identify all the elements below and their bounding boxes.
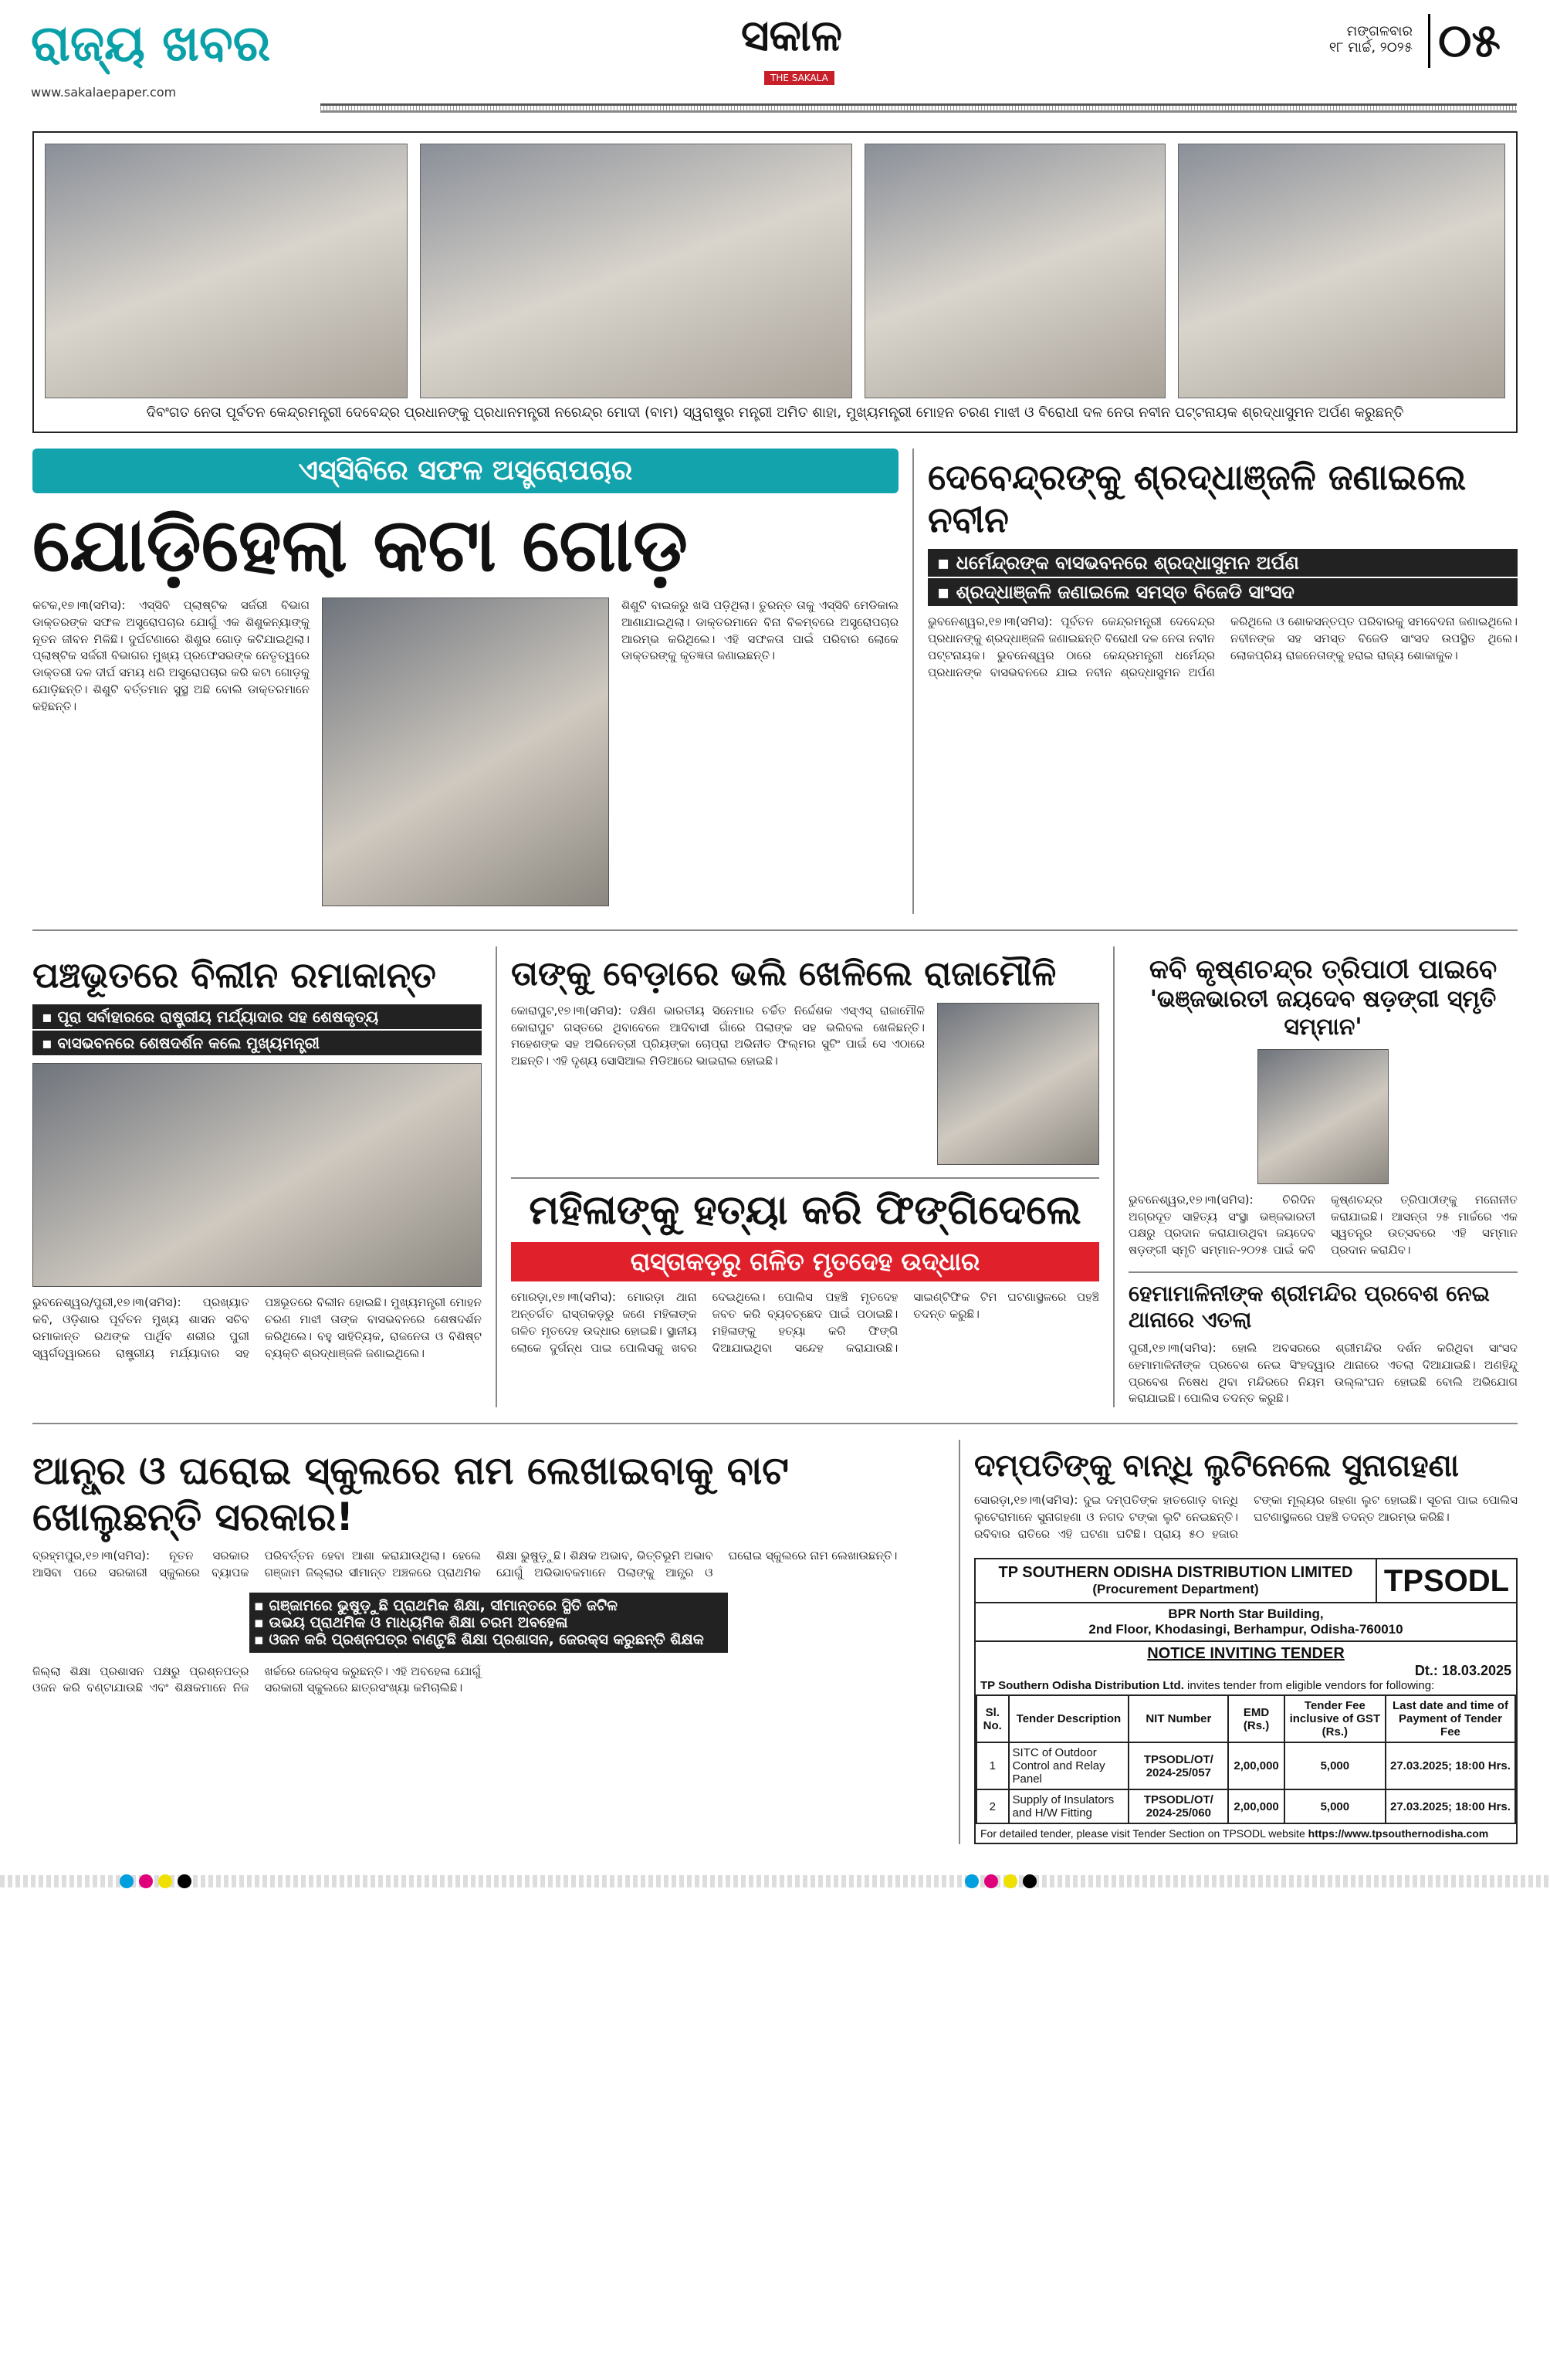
story2-bullet: ▪ ଧର୍ମେନ୍ଦ୍ରଙ୍କ ବାସଭବନରେ ଶ୍ରଦ୍ଧାସୁମନ ଅର୍ପଣ bbox=[928, 549, 1518, 577]
section-top bbox=[32, 449, 1518, 914]
photo-caption: ଦିବଂଗତ ନେତା ପୂର୍ବତନ କେନ୍ଦ୍ରମନ୍ତ୍ରୀ ଦେବେନ୍ଦ୍ର ପ୍ରଧାନଙ୍କୁ ପ୍ରଧାନମନ୍ତ୍ରୀ ନରେନ୍ଦ୍ର ମୋଦୀ (ବାମ) ସ୍ୱରାଷ୍ଟ୍ର ମନ୍ତ୍ରୀ ଅମିତ ଶାହା, ମୁଖ୍ୟମନ୍ତ୍ରୀ ମୋହନ ଚରଣ ମାଝୀ ଓ ବିରୋଧୀ ଦଳ ନେତା ନବୀନ ପଟ୍ଟନାୟକ ଶ୍ରଦ୍ଧାସୁମନ ଅର୍ପଣ କରୁଛନ୍ତି bbox=[146, 405, 1404, 421]
bullet-text: ଓଜନ କରି ପ୍ରଶ୍ନପତ୍ର ବାଣ୍ଟୁଛି ଶିକ୍ଷା ପ୍ରଶାସନ, ଜେରକ୍ସ କରୁଛନ୍ତି ଶିକ୍ଷକ bbox=[269, 1630, 704, 1648]
col-fee: Tender Fee inclusive of GST (Rs.) bbox=[1284, 1695, 1386, 1742]
story1-body: କଟକ,୧୭।୩(ସମିସ): ଏସ୍‌ସିବି ପ୍ଲାଷ୍ଟିକ ସର୍ଜରୀ ବିଭାଗ ଡାକ୍ତରଙ୍କ ସଫଳ ଅସ୍ତ୍ରୋପଚାର ଯୋଗୁଁ ଏକ ଶିଶୁକନ୍ୟାଙ୍କୁ ନୂତନ ଜୀବନ ମିଳିଛି। ଦୁର୍ଘଟଣାରେ ଶିଶୁର ଗୋଡ଼ କଟିଯାଇଥିଲା। ପ୍ଲାଷ୍ଟିକ ସର୍ଜରୀ ବିଭାଗର ମୁଖ୍ୟ ପ୍ରଫେସରଙ୍କ ନେତୃତ୍ୱରେ ଡାକ୍ତରୀ ଦଳ ଦୀର୍ଘ ସମୟ ଧରି ଅସ୍ତ୍ରୋପଚାର କରି କଟା ଗୋଡ଼କୁ ଯୋଡ଼ିଛନ୍ତି। ଶିଶୁଟି ବର୍ତ୍ତମାନ ସୁସ୍ଥ ଅଛି ବୋଲି ଡାକ୍ତରମାନେ କହିଛନ୍ତି। bbox=[32, 598, 310, 713]
story3-body: ଭୁବନେଶ୍ୱର/ପୁରୀ,୧୭।୩(ସମିସ): ପ୍ରଖ୍ୟାତ କବି, ଓଡ଼ିଶାର ପୂର୍ବତନ ମୁଖ୍ୟ ଶାସନ ସଚିବ ରମାକାନ୍ତ ରଥଙ୍କ ପାର୍ଥିବ ଶରୀର ପୁରୀ ସ୍ୱର୍ଗଦ୍ୱାରରେ ରାଷ୍ଟ୍ରୀୟ ମର୍ଯ୍ୟାଦାର ସହ ପଞ୍ଚଭୂତରେ ବିଲୀନ ହୋଇଛି। ମୁଖ୍ୟମନ୍ତ୍ରୀ ମୋହନ ଚରଣ ମାଝୀ ତାଙ୍କ ବାସଭବନରେ ଶେଷଦର୍ଶନ କରିଥିଲେ। ବହୁ ସାହିତ୍ୟିକ, ରାଜନେତା ଓ ବିଶିଷ୍ଟ ବ୍ୟକ୍ତି ଶ୍ରଦ୍ଧାଞ୍ଜଳି ଜଣାଇଥିଲେ। bbox=[32, 1295, 482, 1360]
story4-body: କୋରାପୁଟ,୧୭।୩(ସମିସ): ଦକ୍ଷିଣ ଭାରତୀୟ ସିନେମାର ଚର୍ଚ୍ଚିତ ନିର୍ଦ୍ଦେଶକ ଏସ୍‌ଏସ୍ ରାଜାମୌଳି କୋରାପୁଟ ଗସ୍ତରେ ଥିବାବେଳେ ଆଦିବାସୀ ଗାଁରେ ପିଲାଙ୍କ ସହ ଭଲିବଲ ଖେଳିଛନ୍ତି। ମହେଶଙ୍କ ସହ ଅଭିନେତ୍ରୀ ପ୍ରିୟଙ୍କା ଚୋପ୍ରା ଅଭିନୀତ ଫିଲ୍ମର ସୁଟିଂ ପାଇଁ ସେ ଏଠାରେ ଅଛନ୍ତି। ଏହି ଦୃଶ୍ୟ ସୋସିଆଲ ମିଡିଆରେ ଭାଇରାଲ ହୋଇଛି। bbox=[511, 1003, 925, 1068]
story6-body: ମୋରଡ଼ା,୧୭।୩(ସମିସ): ମୋରଡ଼ା ଥାନା ଅନ୍ତର୍ଗତ ରାସ୍ତାକଡ଼ରୁ ଜଣେ ମହିଳାଙ୍କ ଗଳିତ ମୃତଦେହ ଉଦ୍ଧାର ହୋଇଛି। ସ୍ଥାନୀୟ ଲୋକେ ଦୁର୍ଗନ୍ଧ ପାଇ ପୋଲିସକୁ ଖବର ଦେଇଥିଲେ। ପୋଲିସ ପହଞ୍ଚି ମୃତଦେହ ଜବତ କରି ବ୍ୟବଚ୍ଛେଦ ପାଇଁ ପଠାଇଛି। ମହିଳାଙ୍କୁ ହତ୍ୟା କରି ଫିଙ୍ଗି ଦିଆଯାଇଥିବା ସନ୍ଦେହ କରାଯାଉଛି। ସାଇଣ୍ଟିଫିକ ଟିମ ଘଟଣାସ୍ଥଳରେ ପହଞ୍ଚି ତଦନ୍ତ କରୁଛି। bbox=[511, 1290, 1099, 1355]
story9-body: ସୋରଡ଼ା,୧୭।୩(ସମିସ): ଦୁଇ ଦମ୍ପତିଙ୍କ ହାତଗୋଡ଼ ବାନ୍ଧି ଲୁଟେରାମାନେ ସୁନାଗହଣା ଓ ନଗଦ ଟଙ୍କା ଲୁଟି ନେଇଛନ୍ତି। ରବିବାର ରାତିରେ ଏହି ଘଟଣା ଘଟିଛି। ପ୍ରାୟ ୫୦ ହଜାର ଟଙ୍କା ମୂଲ୍ୟର ଗହଣା ଲୁଟ ହୋଇଛି। ସୂଚନା ପାଇ ପୋଲିସ ଘଟଣାସ୍ଥଳରେ ପହଞ୍ଚି ତଦନ୍ତ ଆରମ୍ଭ କରିଛି। bbox=[974, 1493, 1518, 1541]
bullet-text: ବାସଭବନରେ ଶେଷଦର୍ଶନ କଲେ ମୁଖ୍ୟମନ୍ତ୍ରୀ bbox=[57, 1034, 320, 1053]
cell-nit: TPSODL/OT/ 2024-25/057 bbox=[1129, 1742, 1228, 1789]
col-last-date: Last date and time of Payment of Tender Fee bbox=[1386, 1695, 1515, 1742]
story3-bullet: ▪ ବାସଭବନରେ ଶେଷଦର୍ଶନ କଲେ ମୁଖ୍ୟମନ୍ତ୍ରୀ bbox=[32, 1031, 482, 1055]
tender-date: Dt.: 18.03.2025 bbox=[1414, 1663, 1511, 1679]
photo-strip bbox=[32, 131, 1518, 433]
story8-body-cont: ଜିଲ୍ଲା ଶିକ୍ଷା ପ୍ରଶାସନ ପକ୍ଷରୁ ପ୍ରଶ୍ନପତ୍ର ଓଜନ କରି ବଣ୍ଟାଯାଉଛି ଏବଂ ଶିକ୍ଷକମାନେ ନିଜ ଖର୍ଚ୍ଚରେ ଜେରକ୍ସ କରୁଛନ୍ତି। ଏହି ଅବହେଳା ଯୋଗୁଁ ସରକାରୀ ସ୍କୁଲରେ ଛାତ୍ରସଂଖ୍ୟା କମିଚାଲିଛି। bbox=[32, 1664, 481, 1695]
tender-intro-company: TP Southern Odisha Distribution Ltd. bbox=[980, 1679, 1184, 1693]
story2-bullets bbox=[928, 549, 1518, 606]
table-row bbox=[976, 1789, 1515, 1823]
photo-naveen-tribute bbox=[1178, 144, 1505, 398]
tender-department: (Procurement Department) bbox=[1092, 1582, 1259, 1597]
date: ୧୮ ମାର୍ଚ୍ଚ, ୨୦୨୫ bbox=[1328, 39, 1413, 56]
day: ମଙ୍ଗଳବାର bbox=[1346, 23, 1413, 39]
tender-advertisement bbox=[974, 1558, 1518, 1844]
story4-story6 bbox=[496, 946, 1113, 1407]
date-block bbox=[1250, 23, 1413, 56]
tender-table-header bbox=[976, 1695, 1515, 1742]
tpsodl-logo: TPSODL bbox=[1383, 1564, 1510, 1599]
story2-body: ଭୁବନେଶ୍ୱର,୧୭।୩(ସମିସ): ପୂର୍ବତନ କେନ୍ଦ୍ରମନ୍ତ୍ରୀ ଦେବେନ୍ଦ୍ର ପ୍ରଧାନଙ୍କୁ ଶ୍ରଦ୍ଧାଞ୍ଜଳି ଜଣାଇଛନ୍ତି ବିରୋଧୀ ଦଳ ନେତା ନବୀନ ପଟ୍ଟନାୟକ। ଭୁବନେଶ୍ୱର ଠାରେ କେନ୍ଦ୍ରମନ୍ତ୍ରୀ ଧର୍ମେନ୍ଦ୍ର ପ୍ରଧାନଙ୍କ ବାସଭବନରେ ଯାଇ ନବୀନ ଶ୍ରଦ୍ଧାସୁମନ ଅର୍ପଣ କରିଥିଲେ ଓ ଶୋକସନ୍ତପ୍ତ ପରିବାରକୁ ସମବେଦନା ଜଣାଇଥିଲେ। ନବୀନଙ୍କ ସହ ସମସ୍ତ ବିଜେଡି ସାଂସଦ ଉପସ୍ଥିତ ଥିଲେ। ଲୋକପ୍ରିୟ ରାଜନେତାଙ୍କୁ ହରାଇ ରାଜ୍ୟ ଶୋକାକୁଳ। bbox=[928, 614, 1518, 679]
story1-headline: ଯୋଡ଼ିହେଲା କଟା ଗୋଡ଼ bbox=[32, 502, 689, 588]
story2-headline: ଦେବେନ୍ଦ୍ରଙ୍କୁ ଶ୍ରଦ୍ଧାଞ୍ଜଳି ଜଣାଇଲେ ନବୀନ bbox=[928, 456, 1467, 541]
col-emd: EMD (Rs.) bbox=[1228, 1695, 1284, 1742]
photo-cm-tribute bbox=[865, 144, 1166, 398]
photo-shah-tribute bbox=[420, 144, 852, 398]
story5-body: ଭୁବନେଶ୍ୱର,୧୭।୩(ସମିସ): ଚିରିଦିନ ଅଗ୍ରଦୂତ ସାହିତ୍ୟ ସଂସ୍ଥା ଭଞ୍ଜଭାରତୀ ପକ୍ଷରୁ ପ୍ରଦାନ କରାଯାଉଥିବା ଜୟଦେବ ଷଡ଼ଙ୍ଗୀ ସ୍ମୃତି ସମ୍ମାନ-୨୦୨୫ ପାଇଁ କବି କୃଷ୍ଣଚନ୍ଦ୍ର ତ୍ରିପାଠୀଙ୍କୁ ମନୋନୀତ କରାଯାଇଛି। ଆସନ୍ତା ୨୫ ମାର୍ଚ୍ଚରେ ଏକ ସ୍ୱତନ୍ତ୍ର ଉତ୍ସବରେ ଏହି ସମ୍ମାନ ପ୍ରଦାନ କରାଯିବ। bbox=[1129, 1192, 1518, 1258]
bullet-text: ଶ୍ରଦ୍ଧାଞ୍ଜଳି ଜଣାଇଲେ ସମସ୍ତ ବିଜେଡି ସାଂସଦ bbox=[956, 581, 1294, 604]
cell-sl: 2 bbox=[976, 1789, 1009, 1823]
cell-last-date: 27.03.2025; 18:00 Hrs. bbox=[1386, 1742, 1515, 1789]
logo-tagline: THE SAKALA bbox=[764, 71, 834, 85]
story3-photo-funeral bbox=[32, 1063, 482, 1287]
tender-website-link[interactable]: https://www.tpsouthernodisha.com bbox=[1308, 1827, 1489, 1840]
col-description: Tender Description bbox=[1009, 1695, 1129, 1742]
story1-kicker: ଏସ୍‌ସିବିରେ ସଫଳ ଅସ୍ତ୍ରୋପଚାର bbox=[32, 449, 899, 493]
story1 bbox=[32, 449, 912, 914]
tender-address-line2: 2nd Floor, Khodasingi, Berhampur, Odisha-760010 bbox=[1088, 1622, 1403, 1637]
header-rule bbox=[320, 103, 1517, 113]
cell-description: Supply of Insulators and H/W Fitting bbox=[1009, 1789, 1129, 1823]
newspaper-logo: ସକାଳ bbox=[741, 11, 843, 61]
col-sl: Sl. No. bbox=[976, 1695, 1009, 1742]
cell-emd: 2,00,000 bbox=[1228, 1789, 1284, 1823]
story6-subhead: ରାସ୍ତାକଡ଼ରୁ ଗଳିତ ମୃତଦେହ ଉଦ୍ଧାର bbox=[511, 1242, 1099, 1281]
story5-headline-line1: କବି କୃଷ୍ଣଚନ୍ଦ୍ର ତ୍ରିପାଠୀ ପାଇବେ bbox=[1149, 954, 1498, 986]
tender-table bbox=[976, 1694, 1516, 1824]
story3-bullet: ▪ ପୂରା ସର୍ବାହାରରେ ରାଷ୍ଟ୍ରୀୟ ମର୍ଯ୍ୟାଦାର ସହ ଶେଷକୃତ୍ୟ bbox=[32, 1004, 482, 1029]
section-bottom bbox=[32, 1423, 1518, 1844]
story5-headline bbox=[1129, 954, 1518, 1041]
cell-description: SITC of Outdoor Control and Relay Panel bbox=[1009, 1742, 1129, 1789]
story3 bbox=[32, 946, 496, 1407]
story9-headline: ଦମ୍ପତିଙ୍କୁ ବାନ୍ଧି ଲୁଟିନେଲେ ସୁନାଗହଣା bbox=[974, 1448, 1459, 1485]
story1-photo-girl bbox=[322, 598, 609, 906]
story5-photo-poet bbox=[1257, 1049, 1389, 1184]
cell-fee: 5,000 bbox=[1284, 1742, 1386, 1789]
cell-last-date: 27.03.2025; 18:00 Hrs. bbox=[1386, 1789, 1515, 1823]
story7-headline: ହେମାମାଳିନୀଙ୍କ ଶ୍ରୀମନ୍ଦିର ପ୍ରବେଶ ନେଇ ଥାନାରେ ଏତଲା bbox=[1129, 1280, 1490, 1332]
story5-story7 bbox=[1113, 946, 1518, 1407]
page-number: ୦୫ bbox=[1428, 14, 1501, 68]
story8 bbox=[32, 1440, 959, 1844]
cell-fee: 5,000 bbox=[1284, 1789, 1386, 1823]
story8-bullet: ▪ ଓଜନ କରି ପ୍ରଶ୍ନପତ୍ର ବାଣ୍ଟୁଛି ଶିକ୍ଷା ପ୍ରଶାସନ, ଜେରକ୍ସ କରୁଛନ୍ତି ଶିକ୍ଷକ bbox=[254, 1630, 704, 1648]
photo-modi-tribute bbox=[45, 144, 408, 398]
story8-body: ବ୍ରହ୍ମପୁର,୧୭।୩(ସମିସ): ନୂତନ ସରକାର ଆସିବା ପରେ ସରକାରୀ ସ୍କୁଲରେ ବ୍ୟାପକ ପରିବର୍ତ୍ତନ ହେବା ଆଶା କରାଯାଉଥିଲା। ହେଲେ ଗଞ୍ଜାମ ଜିଲ୍ଲାର ସୀମାନ୍ତ ଅଞ୍ଚଳରେ ପ୍ରାଥମିକ ଶିକ୍ଷା ଭୁଷୁଡ଼ୁଛି। ଶିକ୍ଷକ ଅଭାବ, ଭିତ୍ତିଭୂମି ଅଭାବ ଯୋଗୁଁ ଅଭିଭାବକମାନେ ପିଲାଙ୍କୁ ଆନ୍ଧ୍ର ଓ ଘରୋଇ ସ୍କୁଲରେ ନାମ ଲେଖାଉଛନ୍ତି। bbox=[32, 1549, 898, 1579]
bullet-text: ପୂରା ସର୍ବାହାରରେ ରାଷ୍ଟ୍ରୀୟ ମର୍ଯ୍ୟାଦାର ସହ ଶେଷକୃତ୍ୟ bbox=[57, 1007, 379, 1027]
story3-headline: ପଞ୍ଚଭୂତରେ ବିଲୀନ ରମାକାନ୍ତ bbox=[32, 954, 436, 997]
story7-body: ପୁରୀ,୧୭।୩(ସମିସ): ହୋଲି ଅବସରରେ ଶ୍ରୀମନ୍ଦିର ଦର୍ଶନ କରିଥିବା ସାଂସଦ ହେମାମାଳିନୀଙ୍କ ପ୍ରବେଶ ନେଇ ସିଂହଦ୍ୱାର ଥାନାରେ ଏତଲା ଦିଆଯାଇଛି। ଅଣହିନ୍ଦୁ ପ୍ରବେଶ ନିଷେଧ ଥିବା ମନ୍ଦିରରେ ନିୟମ ଉଲ୍ଲଂଘନ ହୋଇଛି ବୋଲି ଅଭିଯୋଗ କରାଯାଇଛି। ପୋଲିସ ତଦନ୍ତ କରୁଛି। bbox=[1129, 1341, 1518, 1406]
section-divider bbox=[1129, 1271, 1518, 1273]
story9-and-ad bbox=[959, 1440, 1518, 1844]
story5-headline-line2: 'ଭଞ୍ଜଭାରତୀ ଜୟଦେବ ଷଡ଼ଙ୍ଗୀ ସ୍ମୃତି ସମ୍ମାନ' bbox=[1149, 985, 1497, 1041]
tender-intro-text: invites tender from eligible vendors for following: bbox=[1183, 1679, 1435, 1693]
story8-bullet: ▪ ଗଞ୍ଜାମରେ ଭୁଷୁଡ଼ୁଛି ପ୍ରାଥମିକ ଶିକ୍ଷା, ସୀମାନ୍ତରେ ସ୍ଥିତି ଜଟିଳ bbox=[254, 1596, 618, 1614]
bullet-text: ଉଭୟ ପ୍ରାଥମିକ ଓ ମାଧ୍ୟମିକ ଶିକ୍ଷା ଚରମ ଅବହେଳା bbox=[269, 1613, 568, 1631]
story2 bbox=[912, 449, 1518, 914]
section-title: ରାଜ୍ୟ ଖବର bbox=[31, 15, 271, 73]
bullet-text: ଧର୍ମେନ୍ଦ୍ରଙ୍କ ବାସଭବନରେ ଶ୍ରଦ୍ଧାସୁମନ ଅର୍ପଣ bbox=[956, 552, 1299, 574]
print-registration-bar bbox=[0, 1875, 1550, 1887]
tender-footer-text: For detailed tender, please visit Tender Section on TPSODL website bbox=[980, 1827, 1308, 1840]
story4-headline: ତାଙ୍କୁ ବେଡ଼ାରେ ଭଲି ଖେଳିଲେ ରାଜାମୌଳି bbox=[511, 954, 1057, 994]
story2-bullet: ▪ ଶ୍ରଦ୍ଧାଞ୍ଜଳି ଜଣାଇଲେ ସମସ୍ତ ବିଜେଡି ସାଂସଦ bbox=[928, 578, 1518, 606]
cell-emd: 2,00,000 bbox=[1228, 1742, 1284, 1789]
section-middle bbox=[32, 929, 1518, 1407]
bullet-text: ଗଞ୍ଜାମରେ ଭୁଷୁଡ଼ୁଛି ପ୍ରାଥମିକ ଶିକ୍ଷା, ସୀମାନ୍ତରେ ସ୍ଥିତି ଜଟିଳ bbox=[269, 1596, 618, 1614]
tender-address-line1: BPR North Star Building, bbox=[1168, 1606, 1324, 1622]
cell-sl: 1 bbox=[976, 1742, 1009, 1789]
cell-nit: TPSODL/OT/ 2024-25/060 bbox=[1129, 1789, 1228, 1823]
tender-intro bbox=[980, 1679, 1511, 1694]
story8-highlights-box bbox=[249, 1593, 728, 1653]
story8-bullet: ▪ ଉଭୟ ପ୍ରାଥମିକ ଓ ମାଧ୍ୟମିକ ଶିକ୍ଷା ଚରମ ଅବହେଳା bbox=[254, 1613, 568, 1631]
story8-headline: ଆନ୍ଧ୍ର ଓ ଘରୋଇ ସ୍କୁଲରେ ନାମ ଲେଖାଇବାକୁ ବାଟ ଖୋଲୁଛନ୍ତି ସରକାର! bbox=[32, 1448, 789, 1540]
tender-company: TP SOUTHERN ODISHA DISTRIBUTION LIMITED bbox=[998, 1564, 1353, 1582]
story1-body-cont: ଶିଶୁଟି ବାଇକରୁ ଖସି ପଡ଼ିଥିଲା। ତୁରନ୍ତ ତାକୁ ଏସ୍‌ସିବି ମେଡିକାଲ ଆଣାଯାଇଥିଲା। ଡାକ୍ତରମାନେ ବିନା ବିଳମ୍ବରେ ଅସ୍ତ୍ରୋପଚାର ଆରମ୍ଭ କରିଥିଲେ। ଏହି ସଫଳତା ପାଇଁ ପରିବାର ଲୋକେ ଡାକ୍ତରଙ୍କୁ କୃତଜ୍ଞତା ଜଣାଇଛନ୍ତି। bbox=[621, 598, 899, 663]
section-divider bbox=[511, 1177, 1099, 1179]
tender-title: NOTICE INVITING TENDER bbox=[1147, 1645, 1345, 1663]
page-footer bbox=[0, 1867, 1550, 1898]
story3-bullets bbox=[32, 1004, 482, 1055]
col-nit: NIT Number bbox=[1129, 1695, 1228, 1742]
story6-headline: ମହିଳାଙ୍କୁ ହତ୍ୟା କରି ଫିଙ୍ଗିଦେଲେ bbox=[529, 1187, 1081, 1234]
tender-footer bbox=[976, 1824, 1516, 1843]
story4-photo-rajamouli bbox=[937, 1003, 1099, 1165]
masthead bbox=[0, 0, 1550, 116]
site-url[interactable]: www.sakalaepaper.com bbox=[31, 85, 177, 100]
table-row bbox=[976, 1742, 1515, 1789]
